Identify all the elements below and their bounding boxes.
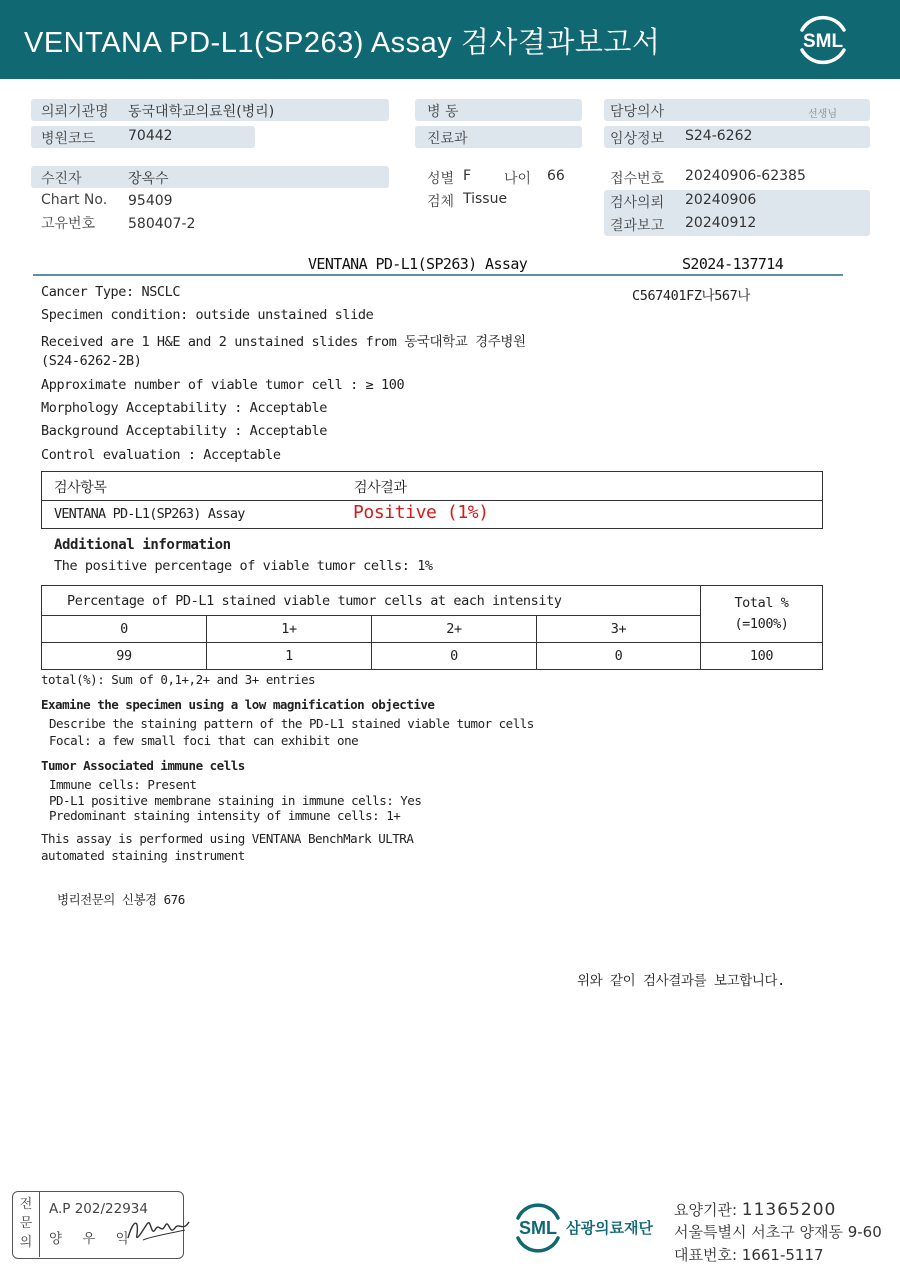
stamp-side-label [13, 1192, 40, 1257]
result-value: Positive (1%) [353, 502, 489, 523]
column-header-0: 0 [42, 616, 207, 643]
signature-image [123, 1210, 193, 1250]
age-label: 나이 [504, 171, 532, 187]
chart-label: Chart No. [41, 192, 108, 208]
value-1plus: 1 [207, 643, 372, 670]
immune-line-2: PD-L1 positive membrane staining in immune cells: Yes [49, 793, 422, 808]
sml-logo [792, 12, 854, 66]
report-header [0, 0, 900, 79]
unique-value: 580407-2 [128, 216, 196, 232]
slide-id-line: (S24-6262-2B) [41, 353, 142, 369]
ward-label: 병 동 [427, 104, 459, 120]
closing-statement: 위와 같이 검사결과를 보고합니다. [577, 973, 785, 989]
phone-label: 대표번호: [674, 1246, 742, 1264]
result-item: VENTANA PD-L1(SP263) Assay [54, 506, 245, 522]
address: 서울특별시 서초구 양재동 9-60 [674, 1223, 882, 1241]
total-header [701, 586, 823, 643]
unique-label: 고유번호 [41, 216, 96, 232]
report-date-label: 결과보고 [610, 218, 665, 234]
assay-note-line-1: This assay is performed using VENTANA BenchMark ULTRA [41, 831, 414, 846]
organization-name: 삼광의료재단 [566, 1219, 653, 1237]
table-row [42, 586, 823, 616]
total-header-line2: (=100%) [734, 616, 789, 632]
intensity-table-title: Percentage of PD-L1 stained viable tumor cells at each intensity [42, 586, 701, 616]
chart-value: 95409 [128, 193, 173, 209]
dept-label: 진료과 [427, 131, 468, 147]
doctor-suffix: 선생님 [808, 109, 837, 120]
value-3plus: 0 [537, 643, 701, 670]
value-total: 100 [701, 643, 823, 670]
patient-label: 수진자 [41, 171, 82, 187]
age-value: 66 [547, 168, 565, 184]
result-box [41, 471, 823, 529]
result-header-item: 검사항목 [54, 480, 107, 496]
control-line: Control evaluation : Acceptable [41, 447, 281, 463]
title-rule [33, 274, 843, 276]
report-code: C567401FZ나567나 [632, 288, 751, 304]
examine-title: Examine the specimen using a low magnification objective [41, 697, 435, 712]
patient-value: 장옥수 [128, 171, 169, 187]
specialist-stamp [12, 1191, 184, 1259]
assay-note-line-2: automated staining instrument [41, 848, 245, 863]
total-header-line1: Total % [734, 595, 789, 611]
stamp-side-text: 전문의 [19, 1197, 33, 1250]
pill-patient [31, 166, 389, 188]
result-header-result: 검사결과 [354, 480, 407, 496]
clinical-label: 임상정보 [610, 131, 665, 147]
care-institution [674, 1199, 836, 1220]
sex-label: 성별 [427, 171, 455, 187]
specimen-condition-line: Specimen condition: outside unstained slide [41, 307, 374, 323]
care-label: 요양기관: [674, 1201, 742, 1219]
hospital-code-value: 70442 [128, 128, 173, 144]
specimen-label: 검체 [427, 194, 455, 210]
receipt-label: 접수번호 [610, 171, 665, 187]
phone-value: 1661-5117 [741, 1246, 824, 1264]
clinical-value: S24-6262 [685, 128, 753, 144]
phone [674, 1244, 824, 1265]
sml-logo-text: SML [802, 31, 844, 52]
stamp-name: 양 우 익 [49, 1231, 137, 1247]
cancer-type-line: Cancer Type: NSCLC [41, 284, 181, 300]
request-value: 20240906 [685, 192, 757, 208]
table-note: total(%): Sum of 0,1+,2+ and 3+ entries [41, 672, 315, 687]
background-line: Background Acceptability : Acceptable [41, 423, 327, 439]
pathologist-line: 병리전문의 신봉경 676 [57, 892, 185, 907]
sex-value: F [463, 168, 472, 184]
morphology-line: Morphology Acceptability : Acceptable [41, 400, 327, 416]
received-line: Received are 1 H&E and 2 unstained slides from 동국대학교 경주병원 [41, 334, 526, 350]
viable-cells-line: Approximate number of viable tumor cell : ≥ 100 [41, 377, 405, 393]
sml-footer-logo-text: SML [519, 1218, 557, 1238]
immune-line-3: Predominant staining intensity of immune cells: 1+ [49, 808, 401, 823]
result-box-divider [42, 500, 822, 501]
institution-value: 동국대학교의료원(병리) [128, 104, 275, 120]
examine-line-1: Describe the staining pattern of the PD-L1 stained viable tumor cells [49, 716, 534, 731]
immune-line-1: Immune cells: Present [49, 777, 197, 792]
assay-title: VENTANA PD-L1(SP263) Assay [308, 255, 528, 273]
immune-title: Tumor Associated immune cells [41, 758, 245, 773]
care-value: 11365200 [741, 1200, 837, 1220]
doctor-label: 담당의사 [610, 104, 665, 120]
table-row [42, 643, 823, 670]
report-number: S2024-137714 [682, 255, 784, 273]
report-date-value: 20240912 [685, 215, 757, 231]
column-header-3plus: 3+ [537, 616, 701, 643]
specimen-value: Tissue [463, 191, 508, 207]
additional-line: The positive percentage of viable tumor cells: 1% [54, 558, 433, 574]
report-header-title: VENTANA PD-L1(SP263) Assay 검사결과보고서 [24, 27, 661, 59]
intensity-table [41, 585, 823, 670]
receipt-value: 20240906-62385 [685, 168, 806, 184]
sml-footer-logo [510, 1198, 566, 1256]
request-label: 검사의뢰 [610, 195, 665, 211]
column-header-2plus: 2+ [372, 616, 537, 643]
examine-line-2: Focal: a few small foci that can exhibit one [49, 733, 359, 748]
column-header-1plus: 1+ [207, 616, 372, 643]
value-0: 99 [42, 643, 207, 670]
institution-label: 의뢰기관명 [41, 104, 109, 120]
value-2plus: 0 [372, 643, 537, 670]
stamp-ap-number: A.P 202/22934 [49, 1201, 148, 1217]
additional-title: Additional information [54, 537, 231, 553]
hospital-code-label: 병원코드 [41, 131, 96, 147]
